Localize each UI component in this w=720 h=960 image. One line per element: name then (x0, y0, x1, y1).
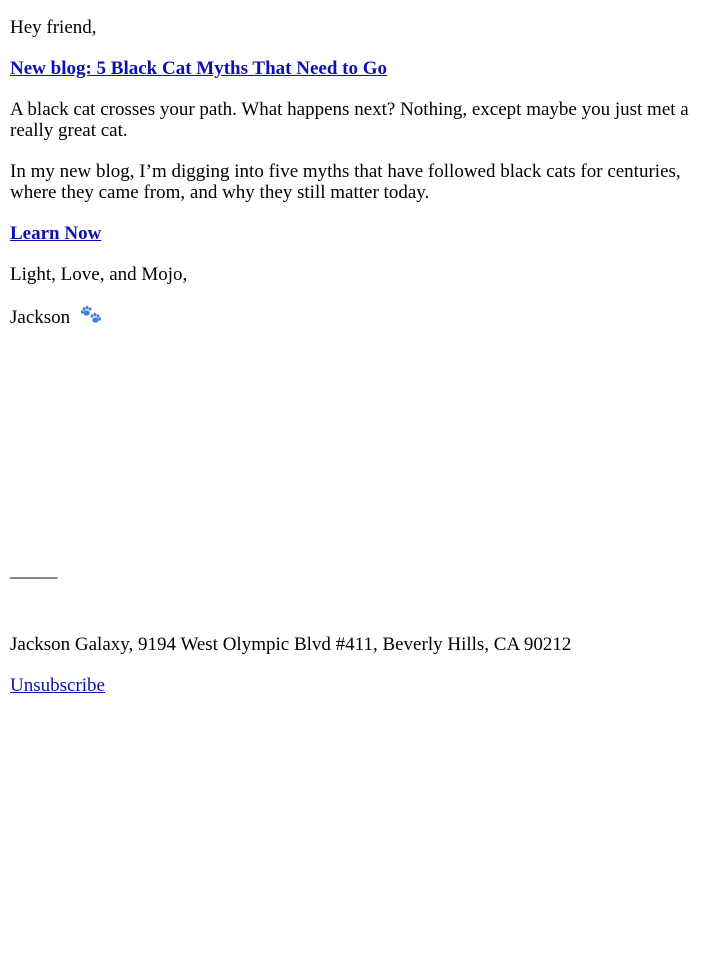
signoff: Light, Love, and Mojo, (10, 264, 188, 285)
learn-now-link[interactable]: Learn Now (10, 223, 102, 244)
unsubscribe (10, 675, 710, 696)
blog-description-paragraph: In my new blog, I’m digging into five myths that have followed black cats for centuries, where they came from, and why they still matter today. (10, 161, 681, 203)
cta (10, 223, 710, 244)
blog-headline-link[interactable]: New blog: 5 Black Cat Myths That Need to Go (10, 58, 388, 79)
email-footer (10, 634, 710, 716)
footer-address: Jackson Galaxy, 9194 West Olympic Blvd #411, Beverly Hills, CA 90212 (10, 634, 572, 655)
footer-separator: _____ (10, 560, 58, 581)
signature-line (10, 305, 710, 328)
signature: Jackson (10, 307, 71, 328)
unsubscribe-link[interactable]: Unsubscribe (10, 675, 105, 696)
paw-prints-icon (78, 305, 102, 326)
headline (10, 58, 710, 79)
greeting: Hey friend, (10, 17, 97, 38)
email-body (10, 17, 710, 348)
intro-paragraph: A black cat crosses your path. What happens next? Nothing, except maybe you just met a really great cat. (10, 99, 689, 141)
